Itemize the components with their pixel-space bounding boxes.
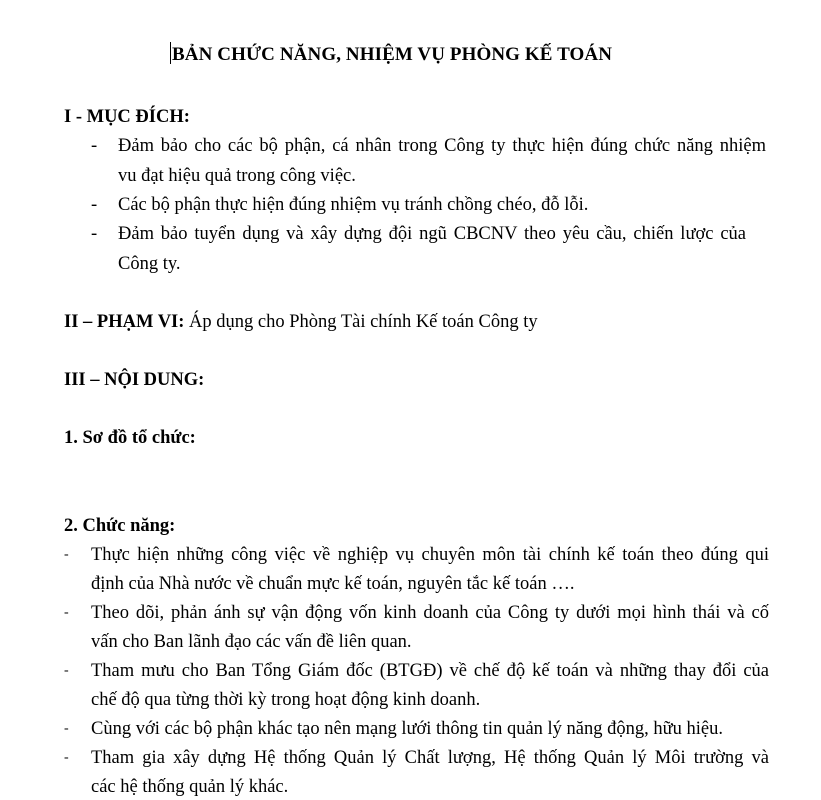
section-2-heading: II – PHẠM VI: [64, 312, 185, 332]
document-title: BẢN CHỨC NĂNG, NHIỆM VỤ PHÒNG KẾ TOÁN [172, 44, 613, 65]
bullet-marker: - [64, 721, 69, 736]
subsection-1-heading: 1. Sơ đồ tổ chức: [64, 428, 196, 448]
function-item-1-line-1: Thực hiện những công việc về nghiệp vụ chuyên môn tài chính kế toán theo đúng qui [91, 545, 769, 565]
function-item-2-line-2: vấn cho Ban lãnh đạo các vấn đề liên quan. [91, 632, 412, 652]
bullet-marker: - [64, 605, 69, 620]
subsection-2-heading: 2. Chức năng: [64, 516, 176, 536]
section-3-heading: III – NỘI DUNG: [64, 370, 205, 390]
function-item-5-line-2: các hệ thống quản lý khác. [91, 777, 289, 797]
function-item-2-line-1: Theo dõi, phản ánh sự vận động vốn kinh doanh của Công ty dưới mọi hình thái và cố [91, 603, 769, 623]
bullet-marker: - [64, 547, 69, 562]
bullet-marker: - [91, 136, 98, 156]
section-2-text: Áp dụng cho Phòng Tài chính Kế toán Công ty [184, 312, 538, 332]
function-item-3-line-2: chế độ qua từng thời kỳ trong hoạt động kinh doanh. [91, 690, 481, 710]
text-cursor [170, 42, 171, 64]
section-2-paragraph [64, 311, 538, 333]
purpose-item-3-line-2: Công ty. [118, 254, 181, 274]
function-item-5-line-1: Tham gia xây dựng Hệ thống Quản lý Chất lượng, Hệ thống Quản lý Môi trường và [91, 748, 769, 768]
purpose-item-3-line-1: Đảm bảo tuyển dụng và xây dựng đội ngũ CBCNV theo yêu cầu, chiến lược của [118, 224, 746, 244]
function-item-4-line-1: Cùng với các bộ phận khác tạo nên mạng lưới thông tin quản lý năng động, hữu hiệu. [91, 719, 724, 739]
bullet-marker: - [91, 224, 98, 244]
purpose-item-2-line-1: Các bộ phận thực hiện đúng nhiệm vụ tránh chồng chéo, đỗ lỗi. [118, 195, 589, 215]
function-item-1-line-2: định của Nhà nước về chuẩn mực kế toán, nguyên tắc kế toán …. [91, 574, 575, 594]
purpose-item-1-line-1: Đảm bảo cho các bộ phận, cá nhân trong Công ty thực hiện đúng chức năng nhiệm [118, 136, 766, 156]
bullet-marker: - [64, 750, 69, 765]
section-1-heading: I - MỤC ĐÍCH: [64, 107, 190, 127]
bullet-marker: - [91, 195, 98, 215]
bullet-marker: - [64, 663, 69, 678]
purpose-item-1-line-2: vu đạt hiệu quả trong công việc. [118, 166, 356, 186]
function-item-3-line-1: Tham mưu cho Ban Tổng Giám đốc (BTGĐ) về chế độ kế toán và những thay đổi của [91, 661, 769, 681]
